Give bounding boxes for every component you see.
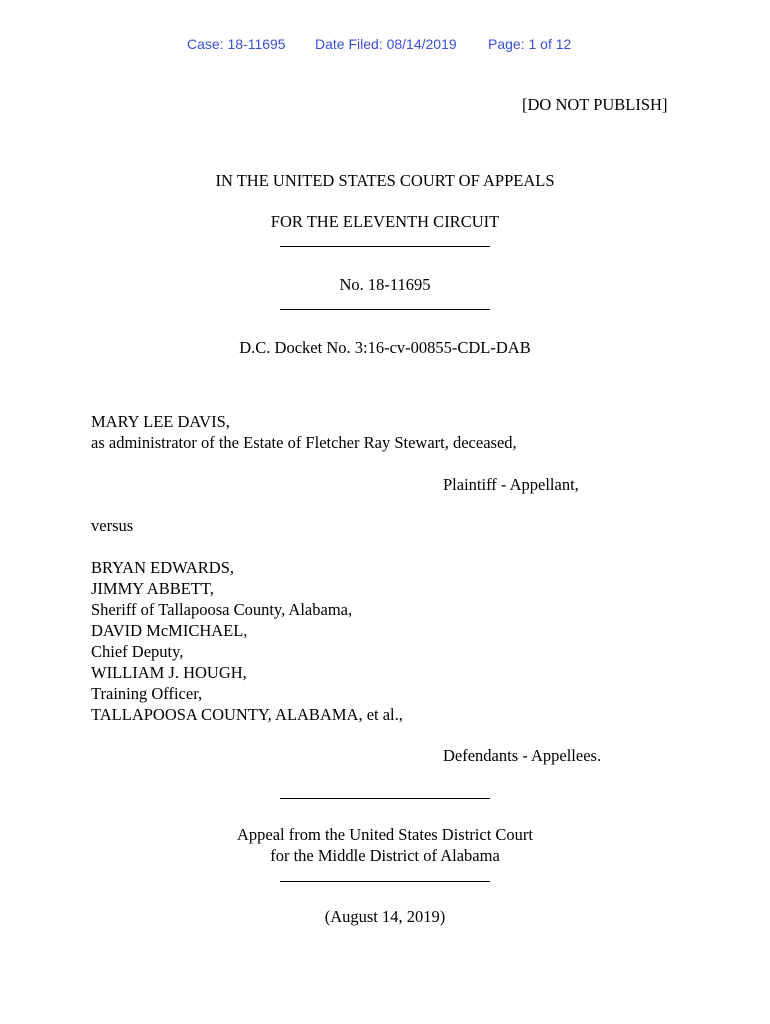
publish-note: [DO NOT PUBLISH] [522, 95, 668, 114]
defendant-line: JIMMY ABBETT, [91, 579, 214, 598]
case-number: No. 18-11695 [339, 275, 431, 294]
plaintiff-name: MARY LEE DAVIS, [91, 412, 230, 431]
docket-number: D.C. Docket No. 3:16-cv-00855-CDL-DAB [239, 338, 531, 357]
decision-date: (August 14, 2019) [324, 907, 446, 926]
appeal-line-2: for the Middle District of Alabama [270, 846, 500, 865]
appeal-line-1: Appeal from the United States District Court [236, 825, 534, 844]
header-case-number: Case: 18-11695 [187, 36, 286, 52]
divider-rule [280, 246, 490, 247]
header-page-count: Page: 1 of 12 [488, 36, 572, 52]
plaintiff-role: Plaintiff - Appellant, [443, 475, 579, 494]
divider-rule [280, 881, 490, 882]
defendant-line: Chief Deputy, [91, 642, 184, 661]
header-date-filed: Date Filed: 08/14/2019 [315, 36, 457, 52]
defendant-line: TALLAPOOSA COUNTY, ALABAMA, et al., [91, 705, 403, 724]
defendant-line: Sheriff of Tallapoosa County, Alabama, [91, 600, 353, 619]
court-name: IN THE UNITED STATES COURT OF APPEALS [215, 171, 555, 190]
versus-label: versus [91, 516, 134, 535]
divider-rule [280, 798, 490, 799]
defendant-line: WILLIAM J. HOUGH, [91, 663, 247, 682]
circuit-name: FOR THE ELEVENTH CIRCUIT [270, 212, 500, 231]
defendant-line: Training Officer, [91, 684, 203, 703]
defendant-line: DAVID McMICHAEL, [91, 621, 248, 640]
defendant-line: BRYAN EDWARDS, [91, 558, 235, 577]
divider-rule [280, 309, 490, 310]
defendants-role: Defendants - Appellees. [443, 746, 602, 765]
plaintiff-description: as administrator of the Estate of Fletcher Ray Stewart, deceased, [91, 433, 517, 452]
